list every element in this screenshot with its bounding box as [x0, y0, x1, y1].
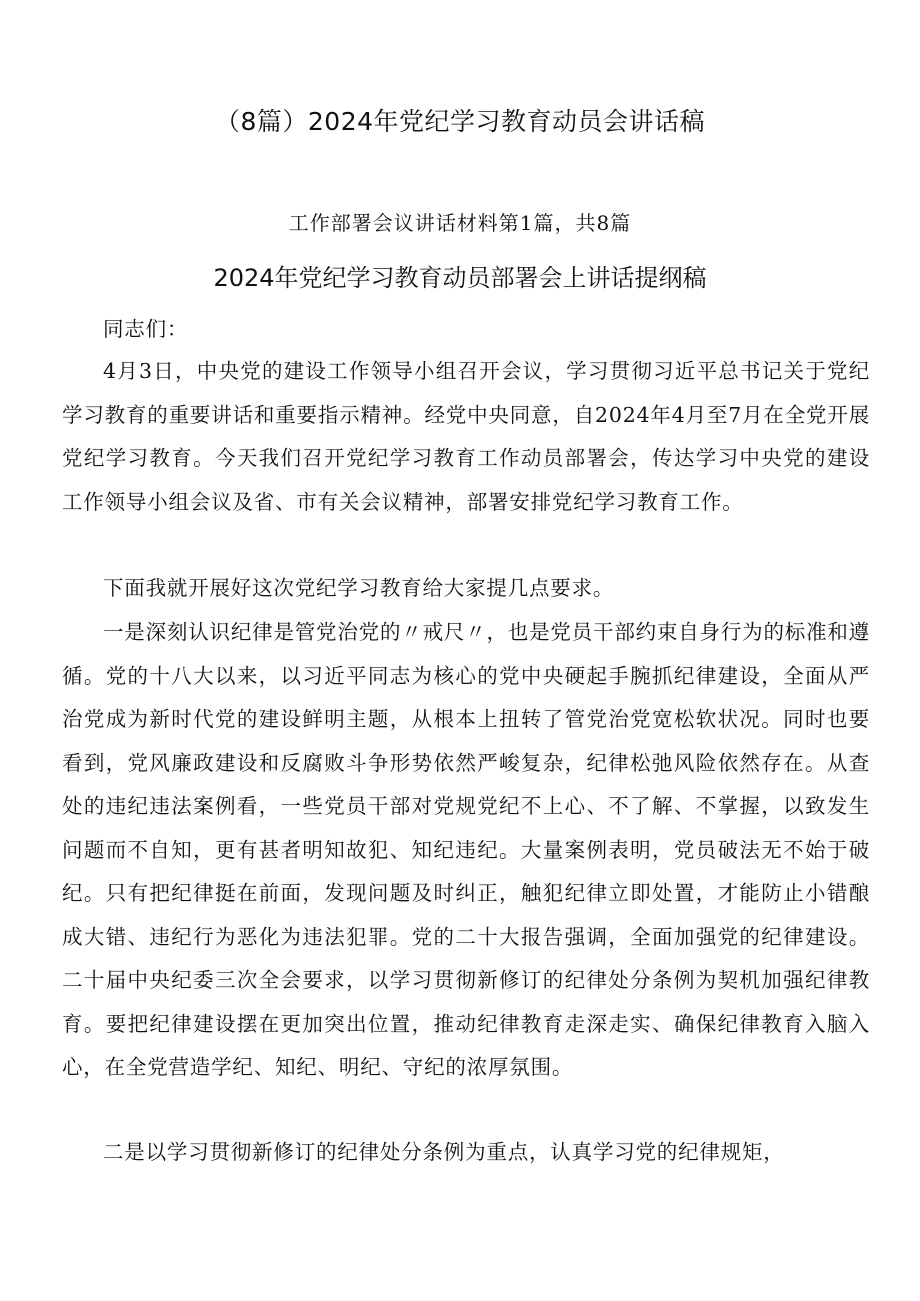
body-paragraph — [62, 350, 870, 524]
paragraph-text: 二是以学习贯彻新修订的纪律处分条例为重点，认真学习党的纪律规矩， — [103, 1140, 785, 1164]
paragraph-text: 4月3日，中央党的建设工作领导小组召开会议，学习贯彻习近平总书记关于党纪学习教育的重要讲话和重要指示精神。经党中央同意，自2024年4月至7月在全党开展党纪学习教育。今天我们召开党纪学习教育工作动员部署会，传达学习中央党的建设工作领导小组会议及省、市有关会议精神，部署安排党纪学习教育工作。 — [62, 359, 870, 514]
body-paragraph — [62, 611, 870, 1090]
document-subtitle: 工作部署会议讲话材料第1篇，共8篇 — [288, 211, 632, 235]
paragraph-text: 一是深刻认识纪律是管党治党的〃戒尺〃，也是党员干部约束自身行为的标准和遵循。党的十八大以来，以习近平同志为核心的党中央硬起手腕抓纪律建设，全面从严治党成为新时代党的建设鲜明主题，从根本上扭转了管党治党宽松软状况。同时也要看到，党风廉政建设和反腐败斗争形势依然严峻复杂，纪律松弛风险依然存在。从查处的违纪违法案例看，一些党员干部对党规党纪不上心、不了解、不掌握，以致发生问题而不自知，更有甚者明知故犯、知纪违纪。大量案例表明，党员破法无不始于破纪。只有把纪律挺在前面，发现问题及时纠正，触犯纪律立即处置，才能防止小错酿成大错、违纪行为恶化为违法犯罪。党的二十大报告强调，全面加强党的纪律建设。二十届中央纪委三次全会要求，以学习贯彻新修订的纪律处分条例为契机加强纪律教育。要把纪律建设摆在更加突出位置，推动纪律教育走深走实、确保纪律教育入脑入心，在全党营造学纪、知纪、明纪、守纪的浓厚氛围。 — [62, 620, 870, 1079]
body-paragraph — [62, 1131, 870, 1175]
document-main-title: （8篇）2024年党纪学习教育动员会讲话稿 — [214, 107, 706, 136]
greeting-line: 同志们： — [103, 317, 189, 341]
body-paragraph — [62, 567, 870, 611]
paragraph-text: 下面我就开展好这次党纪学习教育给大家提几点要求。 — [103, 576, 615, 600]
section-title: 2024年党纪学习教育动员部署会上讲话提纲稿 — [213, 264, 707, 292]
